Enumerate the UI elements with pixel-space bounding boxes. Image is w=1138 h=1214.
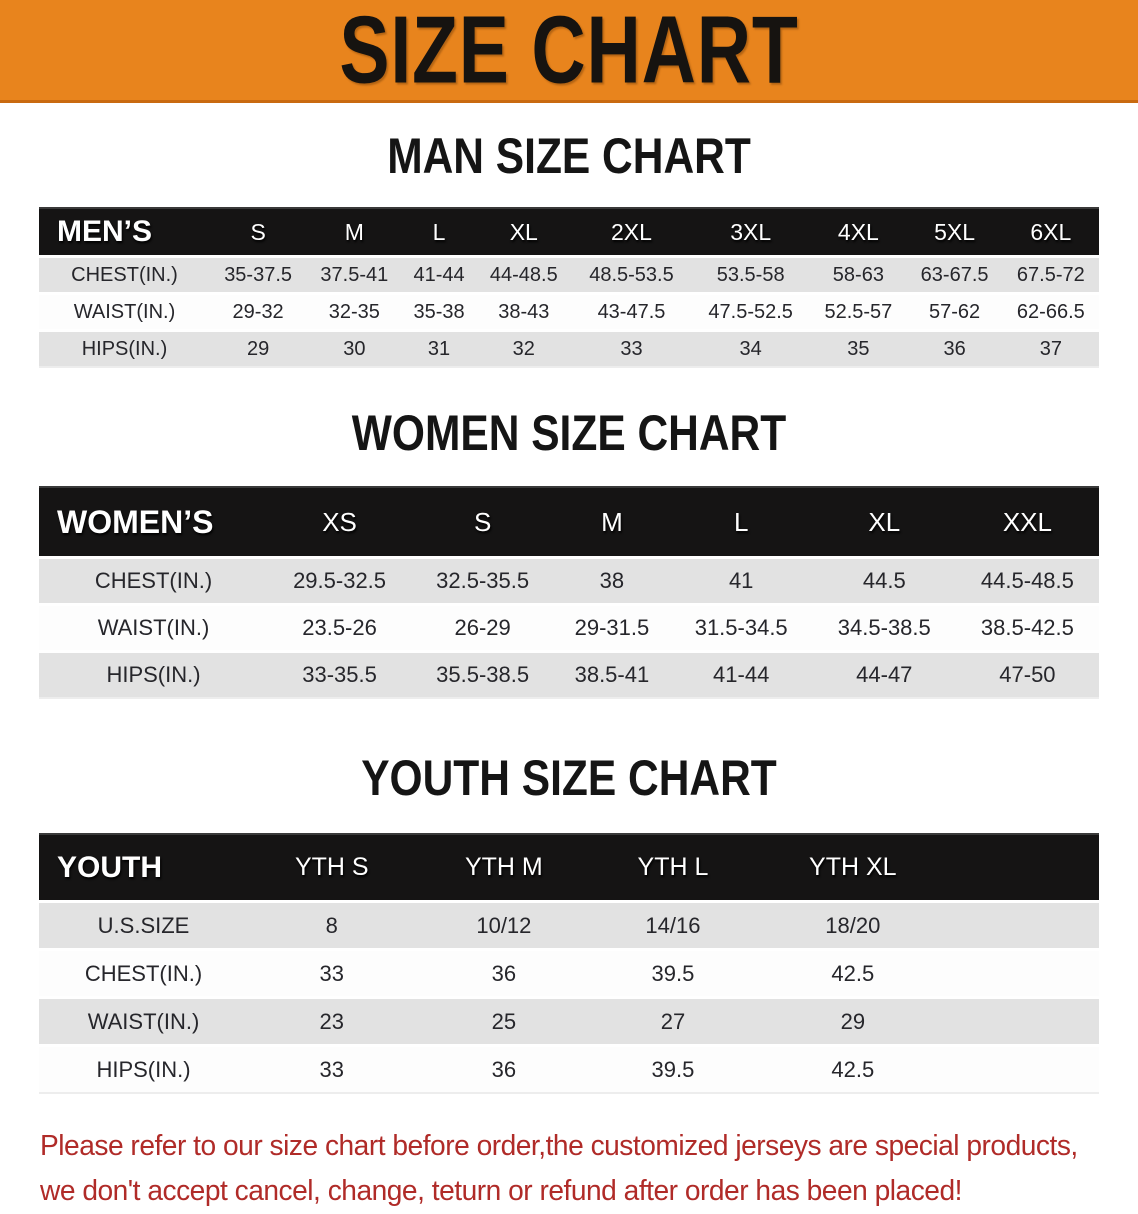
- measurement-value: 35-38: [402, 294, 475, 331]
- row-label: U.S.SIZE: [39, 902, 248, 950]
- measurement-value: 37: [1003, 331, 1099, 368]
- measurement-value: 14/16: [592, 902, 753, 950]
- measurement-value: 63-67.5: [906, 257, 1002, 294]
- order-policy-note: [40, 1124, 1138, 1214]
- size-column-header: YTH S: [248, 834, 416, 902]
- measurement-value: 26-29: [411, 605, 554, 652]
- size-column-header: 2XL: [572, 208, 691, 257]
- measurement-value: 33: [572, 331, 691, 368]
- row-label: CHEST(IN.): [39, 558, 268, 605]
- measurement-value: 36: [906, 331, 1002, 368]
- size-column-header: L: [670, 487, 813, 558]
- size-column-header: YTH XL: [754, 834, 952, 902]
- table-header-row: [39, 208, 1099, 257]
- measurement-row: [39, 331, 1099, 368]
- size-column-header: 6XL: [1003, 208, 1099, 257]
- size-column-header: YTH L: [592, 834, 753, 902]
- measurement-value: 52.5-57: [810, 294, 906, 331]
- measurement-value: 43-47.5: [572, 294, 691, 331]
- measurement-value: 18/20: [754, 902, 952, 950]
- row-label: CHEST(IN.): [39, 257, 210, 294]
- measurement-value: 34.5-38.5: [813, 605, 956, 652]
- measurement-value: 37.5-41: [306, 257, 402, 294]
- measurement-value: 25: [416, 998, 593, 1046]
- measurement-value: 44.5: [813, 558, 956, 605]
- measurement-value: 32-35: [306, 294, 402, 331]
- measurement-value: 33: [248, 950, 416, 998]
- men-section-heading: MAN SIZE CHART: [387, 128, 751, 184]
- section-women: [0, 405, 1138, 699]
- measurement-value: 29-32: [210, 294, 306, 331]
- spacer-cell: [952, 834, 1099, 902]
- measurement-value: 47.5-52.5: [691, 294, 810, 331]
- measurement-value: 33: [248, 1046, 416, 1094]
- youth-size-table: [39, 833, 1099, 1094]
- measurement-value: 29: [210, 331, 306, 368]
- page-title: SIZE CHART: [339, 0, 799, 104]
- measurement-row: [39, 257, 1099, 294]
- row-label: CHEST(IN.): [39, 950, 248, 998]
- row-label: HIPS(IN.): [39, 331, 210, 368]
- size-column-header: S: [411, 487, 554, 558]
- measurement-value: 38: [554, 558, 669, 605]
- size-column-header: XS: [268, 487, 411, 558]
- measurement-row: [39, 294, 1099, 331]
- spacer-cell: [952, 1046, 1099, 1094]
- measurement-row: [39, 652, 1099, 699]
- men-size-table: [39, 207, 1099, 368]
- row-label: HIPS(IN.): [39, 1046, 248, 1094]
- measurement-value: 41-44: [402, 257, 475, 294]
- spacer-cell: [952, 902, 1099, 950]
- measurement-value: 42.5: [754, 1046, 952, 1094]
- measurement-value: 36: [416, 950, 593, 998]
- measurement-row: [39, 998, 1099, 1046]
- measurement-value: 62-66.5: [1003, 294, 1099, 331]
- measurement-value: 33-35.5: [268, 652, 411, 699]
- women-size-table: [39, 486, 1099, 699]
- measurement-row: [39, 1046, 1099, 1094]
- measurement-value: 44-47: [813, 652, 956, 699]
- measurement-row: [39, 950, 1099, 998]
- row-label: HIPS(IN.): [39, 652, 268, 699]
- size-column-header: YTH M: [416, 834, 593, 902]
- measurement-value: 31: [402, 331, 475, 368]
- measurement-value: 42.5: [754, 950, 952, 998]
- spacer-cell: [952, 998, 1099, 1046]
- measurement-value: 36: [416, 1046, 593, 1094]
- measurement-value: 34: [691, 331, 810, 368]
- measurement-value: 35.5-38.5: [411, 652, 554, 699]
- section-men: [0, 128, 1138, 368]
- youth-table-wrap: [0, 833, 1138, 1094]
- size-column-header: 3XL: [691, 208, 810, 257]
- measurement-value: 47-50: [956, 652, 1099, 699]
- measurement-value: 8: [248, 902, 416, 950]
- measurement-value: 23.5-26: [268, 605, 411, 652]
- measurement-value: 35-37.5: [210, 257, 306, 294]
- measurement-value: 35: [810, 331, 906, 368]
- measurement-value: 41: [670, 558, 813, 605]
- spacer-cell: [952, 950, 1099, 998]
- measurement-value: 67.5-72: [1003, 257, 1099, 294]
- order-policy-line-2: we don't accept cancel, change, teturn or refund after order has been placed!: [40, 1174, 962, 1207]
- size-column-header: 5XL: [906, 208, 1002, 257]
- group-label: MEN’S: [39, 208, 210, 257]
- measurement-row: [39, 902, 1099, 950]
- section-youth: [0, 750, 1138, 1094]
- measurement-value: 39.5: [592, 1046, 753, 1094]
- men-table-wrap: [0, 207, 1138, 368]
- group-label: WOMEN’S: [39, 487, 268, 558]
- row-label: WAIST(IN.): [39, 605, 268, 652]
- row-label: WAIST(IN.): [39, 998, 248, 1046]
- measurement-value: 48.5-53.5: [572, 257, 691, 294]
- table-header-row: [39, 487, 1099, 558]
- measurement-value: 44.5-48.5: [956, 558, 1099, 605]
- measurement-value: 27: [592, 998, 753, 1046]
- measurement-row: [39, 558, 1099, 605]
- measurement-value: 58-63: [810, 257, 906, 294]
- women-table-wrap: [0, 486, 1138, 699]
- measurement-value: 38-43: [476, 294, 572, 331]
- size-column-header: XXL: [956, 487, 1099, 558]
- size-column-header: XL: [476, 208, 572, 257]
- size-column-header: XL: [813, 487, 956, 558]
- measurement-value: 53.5-58: [691, 257, 810, 294]
- size-column-header: M: [306, 208, 402, 257]
- measurement-value: 32.5-35.5: [411, 558, 554, 605]
- measurement-row: [39, 605, 1099, 652]
- measurement-value: 39.5: [592, 950, 753, 998]
- measurement-value: 32: [476, 331, 572, 368]
- size-column-header: S: [210, 208, 306, 257]
- measurement-value: 10/12: [416, 902, 593, 950]
- measurement-value: 38.5-41: [554, 652, 669, 699]
- measurement-value: 29.5-32.5: [268, 558, 411, 605]
- size-column-header: L: [402, 208, 475, 257]
- group-label: YOUTH: [39, 834, 248, 902]
- measurement-value: 44-48.5: [476, 257, 572, 294]
- women-section-heading: WOMEN SIZE CHART: [351, 405, 787, 461]
- size-column-header: 4XL: [810, 208, 906, 257]
- measurement-value: 29: [754, 998, 952, 1046]
- measurement-value: 31.5-34.5: [670, 605, 813, 652]
- table-header-row: [39, 834, 1099, 902]
- youth-section-heading: YOUTH SIZE CHART: [361, 750, 777, 806]
- measurement-value: 29-31.5: [554, 605, 669, 652]
- banner: [0, 0, 1138, 103]
- order-policy-line-1: Please refer to our size chart before order,the customized jerseys are special products,: [40, 1130, 1078, 1162]
- measurement-value: 41-44: [670, 652, 813, 699]
- measurement-value: 30: [306, 331, 402, 368]
- measurement-value: 23: [248, 998, 416, 1046]
- size-column-header: M: [554, 487, 669, 558]
- measurement-value: 38.5-42.5: [956, 605, 1099, 652]
- row-label: WAIST(IN.): [39, 294, 210, 331]
- measurement-value: 57-62: [906, 294, 1002, 331]
